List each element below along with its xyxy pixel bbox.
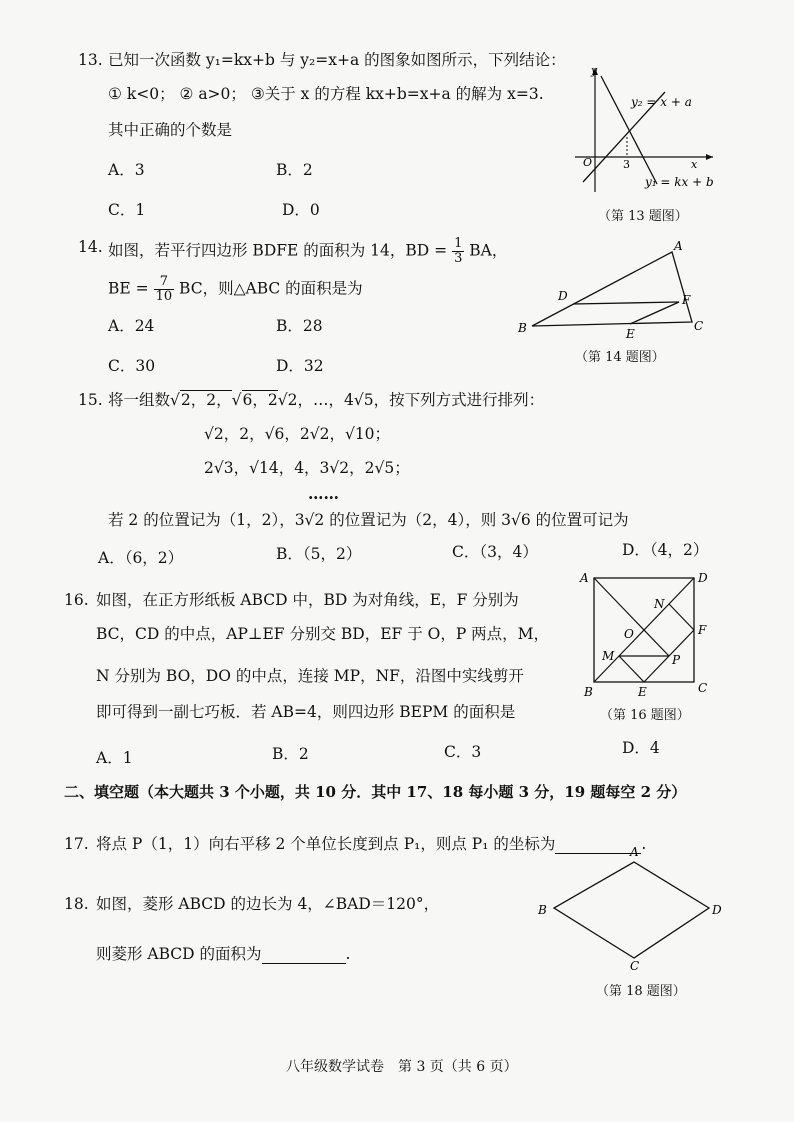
q18-label-b: B xyxy=(538,903,547,917)
q14-line2 xyxy=(108,275,363,304)
q14-option-b[interactable]: B．28 xyxy=(276,317,323,335)
q15-row-2: 2√3，√14，4，3√2，2√5； xyxy=(204,459,410,477)
q18-rhombus-abcd xyxy=(554,862,709,958)
q13-option-c[interactable]: C．1 xyxy=(108,201,146,219)
q18-label-a: A xyxy=(630,845,639,859)
q16-label-a: A xyxy=(580,571,589,585)
q14-figure xyxy=(510,238,710,338)
q16-line2: BC，CD 的中点，AP⊥EF 分别交 BD，EF 于 O，P 两点，M， xyxy=(96,625,550,643)
q16-line4: 即可得到一副七巧板．若 AB=4，则四边形 BEPM 的面积是 xyxy=(96,703,516,721)
q14-text4: BC，则△ABC 的面积是为 xyxy=(179,279,363,298)
q14-number: 14. xyxy=(78,238,103,256)
q13-y-label: y xyxy=(591,64,598,77)
q18-line2: 则菱形 ABCD 的面积为 . xyxy=(96,945,351,963)
q14-label-a: A xyxy=(674,239,683,253)
q13-x-label: x xyxy=(691,158,698,171)
q16-label-d: D xyxy=(698,571,708,585)
q18-figure xyxy=(534,842,734,972)
q16-number: 16. xyxy=(64,591,89,609)
q16-figure xyxy=(574,570,724,700)
q16-label-p: P xyxy=(672,653,681,667)
q14-caption: （第 14 题图） xyxy=(575,350,665,365)
q16-segment-ap xyxy=(594,578,669,656)
q16-label-c: C xyxy=(698,681,708,695)
q16-caption: （第 16 题图） xyxy=(600,708,690,723)
q16-option-c[interactable]: C．3 xyxy=(444,743,482,761)
q16-label-e: E xyxy=(638,685,647,699)
q16-option-b[interactable]: B．2 xyxy=(272,745,309,763)
q13-figure xyxy=(565,62,725,202)
q14-fraction-7-10: $\frac{7}{10}$ xyxy=(155,274,173,304)
q14-text1: 如图，若平行四边形 BDFE 的面积为 14，BD = xyxy=(108,241,448,260)
q13-tick-3: 3 xyxy=(623,158,630,171)
q15-ellipsis: …… xyxy=(308,484,339,503)
q14-segment-ef xyxy=(630,302,679,324)
q14-text2: BA， xyxy=(469,241,508,260)
q14-label-d: D xyxy=(558,289,568,303)
q13-x-arrow-icon xyxy=(706,154,713,160)
q13-caption: （第 13 题图） xyxy=(598,209,688,224)
q13-option-d[interactable]: D．0 xyxy=(282,201,320,219)
q14-option-a[interactable]: A．24 xyxy=(108,317,155,335)
q17-number: 17. xyxy=(64,835,89,853)
q16-option-a[interactable]: A．1 xyxy=(96,749,133,767)
q15-option-a[interactable]: A．（6，2） xyxy=(98,549,184,567)
q17-text: 将点 P（1，1）向右平移 2 个单位长度到点 P₁，则点 P₁ 的坐标为 . xyxy=(96,835,647,853)
q16-line1: 如图，在正方形纸板 ABCD 中，BD 为对角线，E，F 分别为 xyxy=(96,591,519,609)
section-2-heading: 二、填空题（本大题共 3 个小题，共 10 分．其中 17、18 每小题 3 分，19 题每空 2 分） xyxy=(64,783,687,801)
q15-option-d[interactable]: D．（4，2） xyxy=(622,541,709,559)
q18-answer-blank[interactable] xyxy=(262,947,346,964)
q13-option-b[interactable]: B．2 xyxy=(276,161,313,179)
q13-stem: 已知一次函数 y₁=kx+b 与 y₂=x+a 的图象如图所示，下列结论： xyxy=(108,51,566,69)
q18-label-d: D xyxy=(712,903,722,917)
q16-label-m: M xyxy=(602,649,615,663)
q16-label-n: N xyxy=(654,597,665,611)
q18-label-c: C xyxy=(630,959,640,972)
q14-label-f: F xyxy=(682,293,691,307)
q16-label-b: B xyxy=(584,685,593,699)
q14-triangle-abc xyxy=(532,252,692,326)
q14-text3: BE = xyxy=(108,279,149,298)
q13-option-a[interactable]: A．3 xyxy=(108,161,145,179)
q18-caption: （第 18 题图） xyxy=(596,984,686,999)
q15-option-c[interactable]: C．（3，4） xyxy=(452,543,538,561)
q13-conditions: ① k<0； ② a>0； ③关于 x 的方程 kx+b=x+a 的解为 x=3. xyxy=(108,85,544,103)
q16-line3: N 分别为 BO，DO 的中点，连接 MP，NF，沿图中实线剪开 xyxy=(96,667,524,685)
q14-label-e: E xyxy=(626,327,635,338)
q16-label-f: F xyxy=(698,623,707,637)
q14-label-c: C xyxy=(694,319,704,333)
q14-option-c[interactable]: C．30 xyxy=(108,357,156,375)
q15-option-b[interactable]: B．（5，2） xyxy=(276,545,362,563)
q15-number: 15. xyxy=(78,391,103,409)
q16-segment-nf xyxy=(669,604,694,630)
q14-label-b: B xyxy=(518,321,527,335)
q14-line1 xyxy=(108,237,507,266)
q13-label-y1: y₁ = kx + b xyxy=(645,175,714,189)
q13-ask: 其中正确的个数是 xyxy=(108,121,233,139)
q16-segment-me xyxy=(619,656,644,682)
q13-origin-label: O xyxy=(583,156,593,169)
q16-label-o: O xyxy=(624,627,634,641)
q18-line1: 如图，菱形 ABCD 的边长为 4，∠BAD＝120°， xyxy=(96,895,440,913)
q14-fraction-1-3: $\frac{1}{3}$ xyxy=(454,236,463,266)
q13-number: 13. xyxy=(78,51,103,69)
q15-condition: 若 2 的位置记为（1，2），3√2 的位置记为（2，4），则 3√6 的位置可记为 xyxy=(108,511,629,529)
page-footer: 八年级数学试卷 第 3 页（共 6 页） xyxy=(286,1059,518,1075)
q15-stem: 将一组数√2，2，√6，2√2，…，4√5，按下列方式进行排列： xyxy=(108,391,545,409)
q14-segment-df xyxy=(573,302,679,304)
q13-label-y2: y₂ = x + a xyxy=(631,95,692,109)
q14-option-d[interactable]: D．32 xyxy=(276,357,324,375)
q18-number: 18. xyxy=(64,895,89,913)
q16-option-d[interactable]: D．4 xyxy=(622,739,660,757)
q15-row-1: √2，2，√6，2√2，√10； xyxy=(204,425,391,443)
